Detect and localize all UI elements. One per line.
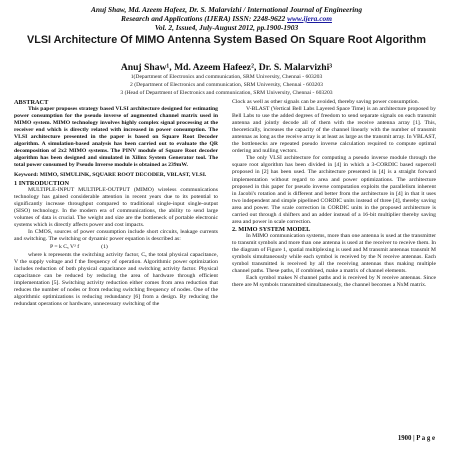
abstract-text: This paper proposes strategy based VLSI architecture designed for estimating power consumption for the pseudo inverse of augmented channel matrix used in MIMO system. MIMO technology involves highly complex signal processing at the receiver end which is directly related with increased in power consumption. The VLSI architecture presented in the paper is based on Square Root Decoder algorithm. A simulation-based analysis has been carried out to evaluate the QR decomposition of 2x2 MIMO systems. The PINV module of Square Root decoder algorithm has been designed and simulated in Xilinx System Generator tool. The total power consumed by Pseudo Inverse module is obtained as 239mW.	[14, 106, 218, 169]
right-paragraph-3: The only VLSI architecture for computing a pseudo inverse module through the square root algorithm has been divided in [4] in which a 3-CORDIC based supercell proposed in [2] has been used. The architecture presented in [4] is a straight forward implementation without regard to area and power optimizations. The architecture proposed in this paper for pseudo inverse computation exploits the parallelism inherent in Jacobi's rotation and is different and better from the architecture in [4] in that it uses two independent and simple pipelined CORDIC units instead of three [4], thereby saving area and power. The scale correction in CORDIC units in the proposed architecture is carried out through 4 shifters and an adder instead of a 16-bit multiplier thereby saving area and power in scale correction.	[232, 155, 436, 225]
paper-authors: Anuj Shaw¹, Md. Azeem Hafeez², Dr. S. Malarvizhi³	[120, 62, 333, 73]
journal-header-line-3: Vol. 2, Issue4, July-August 2012, pp.1900-1903	[154, 23, 299, 32]
system-model-heading: 2. MIMO SYSTEM MODEL	[232, 225, 311, 233]
affiliation-1: 1(Department of Electronics and communication, SRM University, Chennai - 603203	[130, 74, 323, 80]
affiliation-3: 3 (Head of Department of Electronics and communication, SRM University, Chennai - 603203	[120, 90, 333, 96]
introduction-paragraph-3: where k represents the switching activity factor, Cₓ the total physical capacitance, V the supply voltage and f the frequency of operation. Algorithmic power optimization includes reduction of both physical capacitance and switching activity factor. Physical capacitance can be reduced by reducing the area of hardware through efficient implementation [5]. Switching activity reduction either comes from area reduction that reduces the number of nodes or from reducing switching frequency of nodes. One of the algorithmic optimizations is reducing redundancy [6] from a design. By reducing the redundant operations or hardware, unnecessary switching of the	[14, 251, 218, 308]
abstract-heading: ABSTRACT	[14, 99, 49, 106]
right-paragraph-1: Clock as well as other signals can be avoided, thereby saving power consumption.	[232, 99, 420, 105]
right-paragraph-4: In MIMO communication systems, more than one antenna is used at the transmitter to transmit symbols and more than one antenna is used at the receiver to receive them. In the diagram of Figure 1, spatial multiplexing is used and M transmit antennas transmit M symbols simultaneously while each symbol is received by the N receive antennas. Each symbol transmitted is received by all the receiving antennas thus making multiple channel paths. These paths, if combined, make a matrix of channel elements.	[232, 232, 437, 275]
right-paragraph-5: Each symbol makes N channel paths and is received by N receive antennas. Since there are M symbols transmitted simultaneously, the channel becomes a NxM matrix.	[232, 275, 436, 289]
introduction-heading: 1 INTRODUCTION	[14, 179, 70, 187]
journal-issn: Research and Applications (IJERA) ISSN: 2248-9622	[121, 14, 286, 23]
power-equation	[14, 244, 218, 251]
journal-website-link[interactable]: www.ijera.com	[287, 14, 332, 23]
introduction-paragraph-1: MULTIPLE-INPUT MULTIPLE-OUTPUT (MIMO) wireless communications technology has gained considerable attention in recent years due to its potential to significantly increase throughput compared to traditional single-input single-output (SISO) technology. In the modern era of communications, the ability to send large volumes of data is crucial. The weight and size are the bottleneck of portable electronic systems which is directly affects power and cost impacts.	[14, 186, 218, 228]
page-number: 1900 | P a g e	[397, 435, 435, 442]
left-column	[14, 99, 218, 308]
affiliation-2: 2 (Department of Electronics and communication, SRM University, Chennai - 603203	[130, 82, 323, 88]
paper-title: VLSI Architecture Of MIMO Antenna System Based On Square Root Algorithm	[27, 34, 426, 46]
journal-header-line-1: Anuj Shaw, Md. Azeem Hafeez, Dr. S. Malarvizhi / International Journal of Engineering	[90, 5, 363, 14]
introduction-paragraph-2: In CMOS, sources of power consumption include short circuits, leakage currents and switching. The switching or dynamic power equation is described as:	[14, 228, 218, 242]
right-paragraph-2: V-BLAST (Vertical Bell Labs Layered Space Time) is an architecture proposed by Bell Labs to use the added degrees of freedom to send separate signals on each transmit antenna and jointly decode all of them with the receive antenna array [1]. This, theoretically, increases the capacity of the channel linearly with the number of transmit antennas as long as the receive array is at least as large as the transmit array. In VBLAST, the bottlenecks are repeated pseudo inverse calculation required to compute optimal ordering and nulling vectors.	[232, 106, 436, 155]
journal-header-line-2	[0, 14, 453, 23]
keywords: Keyword: MIMO, SIMULINK, SQUARE ROOT DECODER, VBLAST, VLSI.	[14, 172, 207, 179]
equation-text: P = k Cₓ V² f	[50, 243, 80, 250]
equation-number: (1)	[101, 243, 108, 250]
right-column	[232, 99, 436, 289]
